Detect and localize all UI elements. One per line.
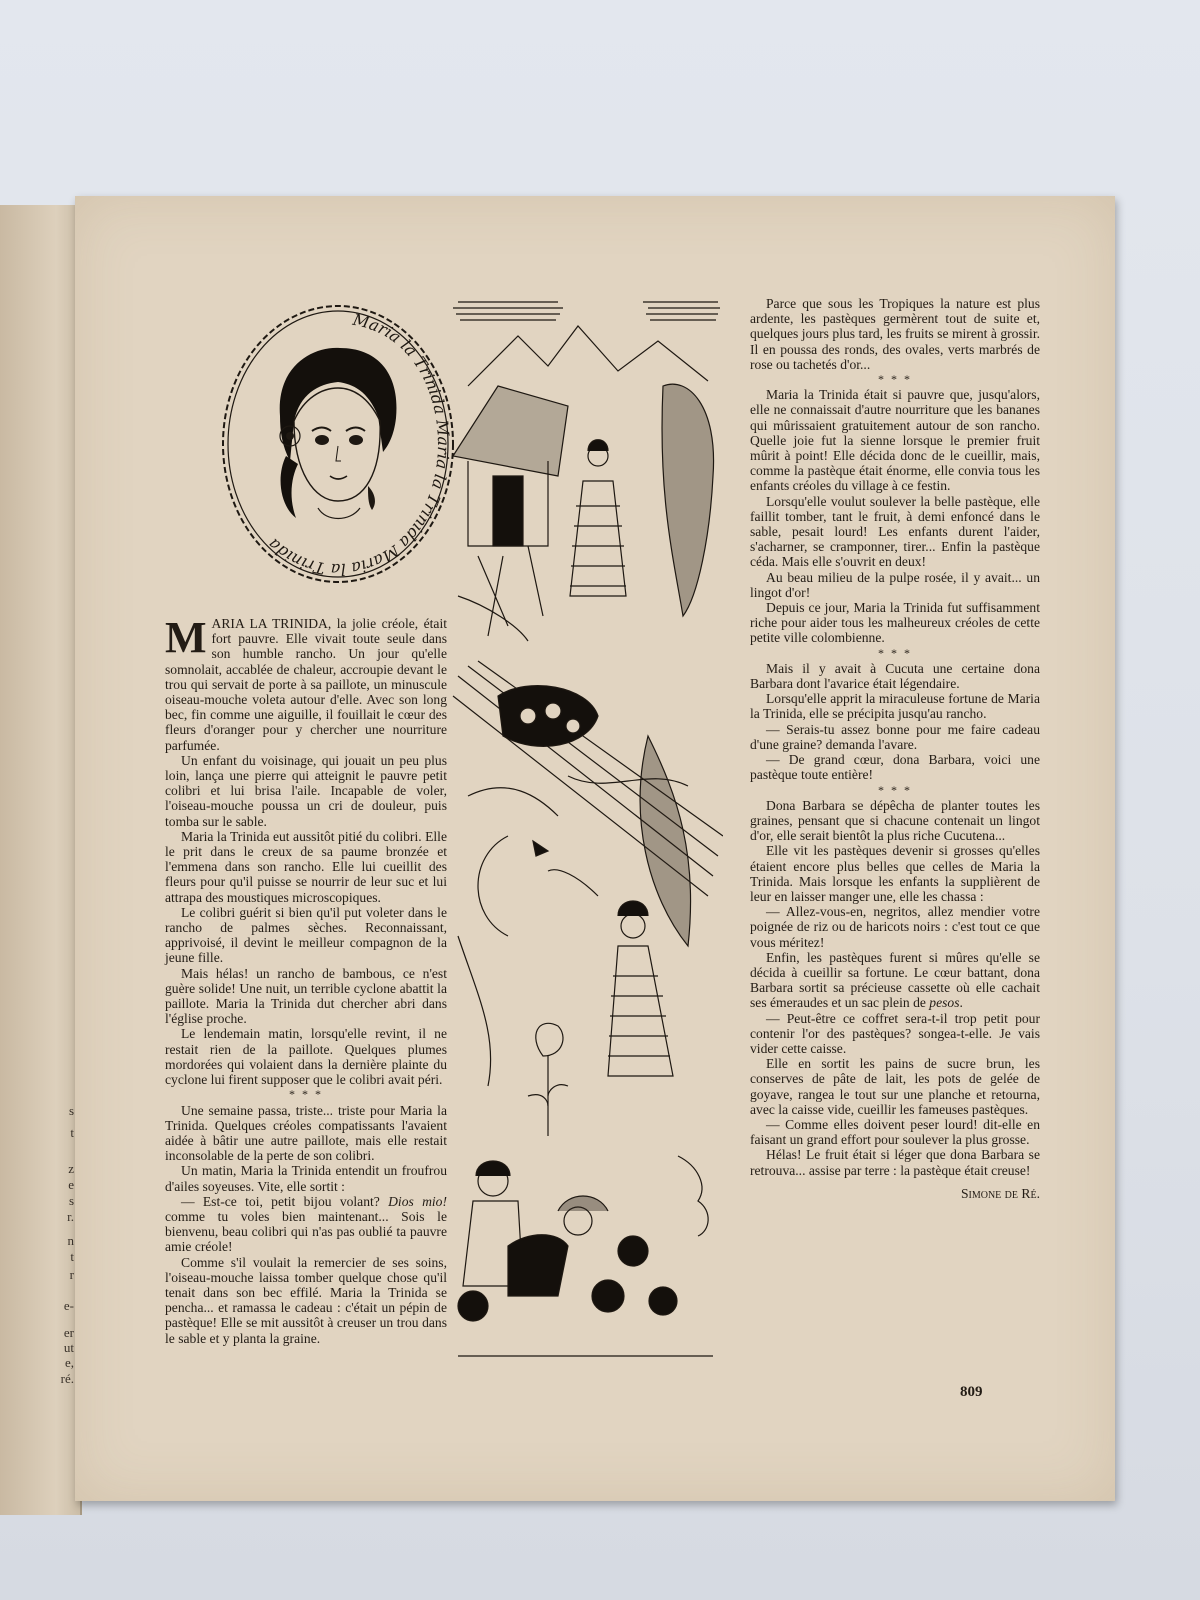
section-separator: * * *	[878, 645, 912, 660]
paragraph: Lorsqu'elle voulut soulever la belle pastèque, elle faillit tomber, tant le fruit, à demi enfoncé dans le sable, pesait lourd! Les enfants durent l'aider, s'acharner, se cramponner, tirer... Enfin la pastèque céda. Mais elle s'ouvrit en deux!	[750, 493, 1040, 570]
paragraph: Parce que sous les Tropiques la nature est plus ardente, les pastèques germèrent tout de suite et, quelques jours plus tard, les fruits se mirent à grossir. Il en poussa des ronds, des ovales, verts marbrés de rose ou tachetés d'or...	[750, 296, 1040, 372]
paragraph: Comme s'il voulait la remercier de ses soins, l'oiseau-mouche laissa tomber quelque chose qu'il tenait dans son bec effilé. Maria la Trinida se pencha... et ramassa le cadeau : c'était un pépin de pastèque! Elle se mit aussitôt à creuser un trou dans le sable et y planta la graine.	[165, 1254, 447, 1346]
paragraph: Une semaine passa, triste... triste pour Maria la Trinida. Quelques créoles compatissants l'avaient aidée à bâtir une autre paillote, mais elle restait inconsolable de la perte de son colibri.	[165, 1102, 447, 1164]
paragraph: Au beau milieu de la pulpe rosée, il y avait... un lingot d'or!	[750, 569, 1040, 600]
story-illustration	[448, 296, 723, 1371]
paragraph: Le lendemain matin, lorsqu'elle revint, il ne restait rien de la paillote. Quelques plumes mordorées qui volaient dans la dernière plainte du cyclone lui firent supposer que le colibri avait péri.	[165, 1026, 447, 1088]
paragraph: Mais il y avait à Cucuta une certaine dona Barbara dont l'avarice était légendaire.	[750, 660, 1040, 692]
left-page-fragment: r	[69, 1267, 74, 1282]
left-text-column	[165, 613, 447, 1346]
section-separator: * * *	[878, 782, 912, 797]
paragraph: Lorsqu'elle apprit la miraculeuse fortune de Maria la Trinida, elle se précipita jusqu'au rancho.	[750, 691, 1040, 722]
section-separator: * * *	[289, 1087, 323, 1102]
left-page-fragment: ré.	[60, 1371, 74, 1386]
colibri-scene	[458, 836, 673, 1136]
left-page-edge	[0, 205, 82, 1515]
left-page-fragment: s	[68, 1103, 74, 1118]
opening-words: ARIA LA TRINIDA	[211, 616, 328, 631]
paragraph: — Comme elles doivent peser lourd! dit-elle en faisant un grand effort pour soulever la plus grosse.	[750, 1116, 1040, 1148]
left-page-fragment: er	[63, 1325, 74, 1340]
left-page-fragment: s	[68, 1193, 74, 1208]
portrait-illustration	[218, 296, 458, 586]
paragraph	[165, 1194, 447, 1255]
left-page-fragment: t	[70, 1125, 74, 1140]
italic-text: pesos	[929, 995, 960, 1011]
paragraph: Maria la Trinida était si pauvre que, jusqu'alors, elle ne connaissait d'autre nourriture que les bananes qui mûrissaient gratuitement autour de son rancho. Quelle joie fut la sienne lorsque le premier fruit mûrit à point! Elle décida donc de le cueillir, mais, comme la pastèque était énorme, elle convia tous les enfants créoles du village à ce festin.	[750, 387, 1040, 494]
left-page-fragment: z	[68, 1161, 74, 1176]
girl-face	[280, 348, 397, 519]
dialogue-text: — Est-ce toi, petit bijou volant?	[181, 1193, 389, 1209]
paragraph: Hélas! Le fruit était si léger que dona Barbara se retrouva... assise par terre : la pastèque était creuse!	[750, 1147, 1040, 1178]
paragraph: , la jolie créole, était fort pauvre. Elle vivait toute seule dans son humble rancho. Un jour qu'elle somnolait, accablée de chaleur, accroupie devant le trou qui servait de porte à sa paillote, un minuscule oiseau-mouche voleta autour d'elle. Avec son long bec, fin comme une aiguille, il fouillait le cœur des fleurs d'oranger pour y chercher une nourriture parfumée.	[165, 616, 447, 753]
paragraph: Depuis ce jour, Maria la Trinida fut suffisamment riche pour aider tous les malheureux créoles de cette petite ville colombienne.	[750, 600, 1040, 646]
magazine-page	[75, 196, 1115, 1501]
paragraph: — Serais-tu assez bonne pour me faire cadeau d'une graine? demanda l'avare.	[750, 721, 1040, 752]
dialogue-text: comme tu voles bien maintenant... Sois le bienvenu, beau colibri qui n'as pas oublié ta pauvre amie créole!	[165, 1208, 447, 1255]
italic-text: Dios mio!	[388, 1193, 447, 1209]
left-page-text-fragments	[0, 205, 80, 1515]
paragraph: — Allez-vous-en, negritos, allez mendier votre poignée de riz ou de haricots noirs : c'est tout ce que vous méritez!	[750, 904, 1040, 950]
drop-cap: M	[165, 613, 207, 662]
paragraph: Maria la Trinida eut aussitôt pitié du colibri. Elle le prit dans le creux de sa paume bronzée et l'emmena dans son rancho. Elle lui cueillit des fleurs pour qu'il puisse se nourrir de leur suc et lui attrapa des moustiques microscopiques.	[165, 828, 447, 905]
paragraph-text: Enfin, les pastèques furent si mûres qu'elle se décida à cueillir sa fortune. Le cœur battant, dona Barbara sortit sa précieuse cassette où elle cachait ses émeraudes et un sac plein de	[750, 949, 1040, 1011]
paragraph: Le colibri guérit si bien qu'il put voleter dans le rancho de palmes sèches. Reconnaissant, apprivoisé, il devint le meilleur compagnon de la jeune fille.	[165, 904, 447, 966]
cyclone-scene	[453, 661, 723, 946]
left-page-fragment: r.	[67, 1209, 74, 1224]
children-scene	[458, 1156, 713, 1356]
left-page-fragment: n	[67, 1233, 74, 1248]
left-page-fragment: t	[70, 1249, 74, 1264]
paragraph-text: .	[959, 995, 963, 1011]
paragraph	[750, 950, 1040, 1011]
paragraph: Mais hélas! un rancho de bambous, ce n'est guère solide! Une nuit, un terrible cyclone abattit la paillote. Maria la Trinida dut chercher abri dans l'église proche.	[165, 965, 447, 1027]
rancho-scene	[453, 326, 714, 641]
header-lines	[453, 302, 720, 320]
left-page-fragment: ut	[63, 1340, 74, 1355]
right-text-column	[750, 296, 1040, 1201]
portrait-caption: Maria la Trinida Maria la Trinida Maria la Trinida	[264, 309, 454, 580]
paragraph: Elle vit les pastèques devenir si grosses qu'elles étaient encore plus belles que celles de Maria la Trinida. Mais lorsque les enfants la supplièrent de leur en laisser manger une, elle les chassa :	[750, 843, 1040, 904]
left-page-fragment: e,	[64, 1355, 74, 1370]
paragraph: — Peut-être ce coffret sera-t-il trop petit pour contenir l'or des pastèques? songea-t-elle. Je vais vider cette caisse.	[750, 1010, 1040, 1056]
paragraph: Dona Barbara se dépêcha de planter toutes les graines, pensant que si chacune contenait un lingot d'or, elle serait bientôt la plus riche Cucutena...	[750, 797, 1040, 844]
page-number: 809	[960, 1384, 983, 1400]
paragraph: — De grand cœur, dona Barbara, voici une pastèque toute entière!	[750, 752, 1040, 783]
paragraph: Elle en sortit les pains de sucre brun, les conserves de pâte de lait, les pots de gelée de goyave, rangea le tout sur une planche et retourna, avec la caisse vide, cueillir les fameuses pastèques.	[750, 1056, 1040, 1117]
section-separator: * * *	[878, 372, 912, 387]
paragraph: Un enfant du voisinage, qui jouait un peu plus loin, lança une pierre qui atteignit le pauvre petit colibri et lui brisa l'aile. Incapable de voler, l'oiseau-mouche poussa un cri de douleur, puis tomba sur le sable.	[165, 752, 447, 829]
left-page-fragment: e	[68, 1177, 74, 1192]
author-signature: Simone de Ré.	[960, 1185, 1040, 1201]
left-page-fragment: e-	[63, 1298, 74, 1313]
paragraph: Un matin, Maria la Trinida entendit un froufrou d'ailes soyeuses. Vite, elle sortit :	[165, 1163, 447, 1194]
